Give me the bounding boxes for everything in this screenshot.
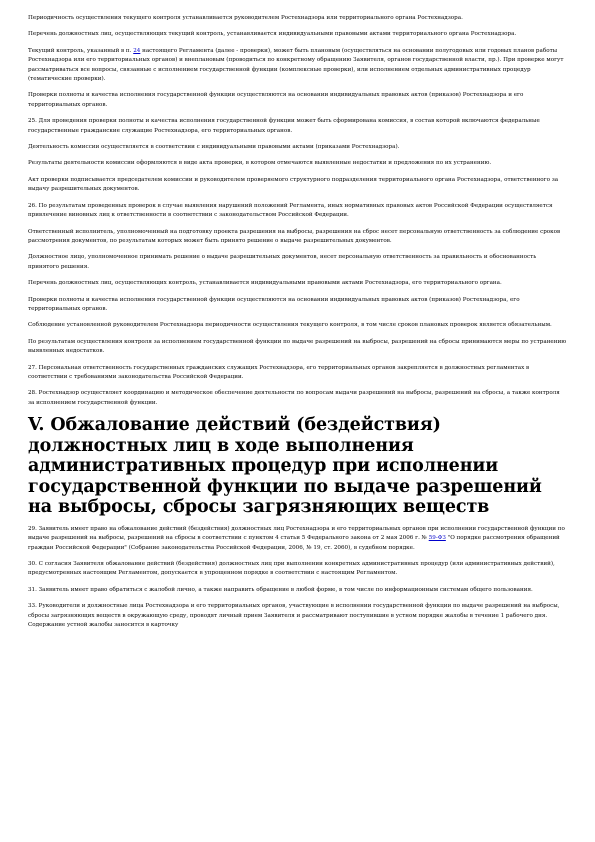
paragraph-text: "О порядке рассмотрения обращений граждан Российской Федерации" (Собрание законодательства Российской Федерации, 2006, № 19, ст. 2060), в судебном порядке. bbox=[28, 535, 560, 551]
paragraph-text: Текущий контроль, указанный в п. bbox=[28, 47, 134, 54]
paragraph: Деятельность комиссии осуществляется в соответствии с индивидуальными правовыми актами (приказами Ростехнадзора). bbox=[28, 144, 400, 151]
paragraph: Перечень должностных лиц, осуществляющих контроль, устанавливается индивидуальными правовыми актами Ростехнадзора, его территориального органа. bbox=[28, 280, 502, 287]
paragraph-text: 29. Заявитель имеет право на обжалование действий (бездействия) должностных лиц Ростехнадзора и его территориальных органов при исполнении государственной функции по выдаче разрешений на выбросы, разрешений на сбросы в соответствии с пунктом 4 статьи 5 Федерального закона от 2 мая 2006 г. № bbox=[28, 525, 565, 542]
paragraph: Ответственный исполнитель, уполномоченный на подготовку проекта разрешения на выбросы, разрешения на сброс несет персональную ответственность за соблюдение сроков рассмотрения документов, по результатам которых может быть принято решение о выдаче разрешительных документов. bbox=[28, 228, 561, 244]
paragraph: 25. Для проведения проверки полноты и качества исполнения государственной функции может быть сформирована комиссия, в состав которой включаются федеральные государственные гражданские служащие Ростехнадзора, его территориальных органов. bbox=[28, 118, 540, 134]
paragraph: Результаты деятельности комиссии оформляются в виде акта проверки, в котором отмечаются выявленные недостатки и предложения по их устранению. bbox=[28, 160, 492, 167]
paragraph: 27. Персональная ответственность государственных гражданских служащих Ростехнадзора, его территориальных органов закрепляется в должностных регламентах в соответствии с требованиями законодательства Российской Федерации. bbox=[28, 364, 530, 380]
paragraph: 31. Заявитель имеет право обратиться с жалобой лично, а также направить обращение в любой форме, в том числе по информационным системам общего пользования. bbox=[28, 586, 533, 593]
paragraph-with-link bbox=[28, 525, 567, 553]
paragraph: 26. По результатам проведенных проверок в случае выявления нарушений положений Регламента, иных нормативных правовых актов Российской Федерации осуществляется привлечение виновных лиц к ответственности в соответствии с законодательством Российской Федерации. bbox=[28, 202, 553, 219]
section-heading: V. Обжалование действий (бездействия) должностных лиц в ходе выполнения административных процедур при исполнении государственной функции по выдаче разрешений на выбросы, сбросы загрязняющих веществ bbox=[28, 415, 542, 518]
paragraph: Должностное лицо, уполномоченное принимать решение о выдаче разрешительных документов, несет персональную ответственность за правильность и обоснованность принятого решения. bbox=[28, 254, 537, 270]
regulation-point-link[interactable]: 24 bbox=[133, 47, 141, 54]
paragraph: Периодичность осуществления текущего контроля устанавливается руководителем Ростехнадзора или территориального органа Ростехнадзора. bbox=[28, 15, 463, 21]
paragraph-with-link bbox=[28, 47, 567, 85]
paragraph: 33. Руководители и должностные лица Ростехнадзора и его территориальных органов, участвующие в исполнении государственной функции по выдаче разрешений на выбросы, сбросы загрязняющих веществ в окружающую среду, проводят личный прием Заявителя и рассматривают поступившие в устном порядке жалобы в течение 1 рабочего дня. Содержание устной жалобы заносится в карточку bbox=[28, 603, 560, 628]
paragraph: Проверки полноты и качества исполнения государственной функции осуществляются на основании индивидуальных правовых актов (приказов) Ростехнадзора и его территориальных органов. bbox=[28, 92, 524, 108]
federal-law-link[interactable]: 59-ФЗ bbox=[428, 535, 446, 542]
paragraph: Соблюдение установленной руководителем Ростехнадзора периодичности осуществления текущего контроля, в том числе сроков плановых проверок является обязательным. bbox=[28, 322, 552, 329]
paragraph: Проверки полноты и качества исполнения государственной функции осуществляются на основании индивидуальных правовых актов (приказов) Ростехнадзора, его территориальных органов. bbox=[28, 296, 520, 312]
paragraph: 28. Ростехнадзор осуществляет координацию и методическое обеспечение деятельности по вопросам выдачи разрешений на выбросы, разрешений на сбросы, а также контроля за исполнением государственной функции. bbox=[28, 390, 560, 406]
paragraph-text: настоящего Регламента (далее - проверки), может быть плановым (осуществляться на основании полугодовых или годовых планов работы Ростехнадзора или его территориальных органов) и внеплановым (проводиться по конкретному обращению Заявителя, органов государственной власти, пр.). При проверке могут рассматриваться все вопросы, связанные с исполнением государственной функции (комплексные проверки), или исполнением отдельных административных процедур (тематические проверки). bbox=[28, 47, 564, 83]
paragraph: Акт проверки подписывается председателем комиссии и руководителем проверяемого структурного подразделения территориального органа Ростехнадзора, ответственного за выдачу разрешительных документов. bbox=[28, 176, 559, 193]
paragraph: По результатам осуществления контроля за исполнением государственной функции по выдаче разрешений на выбросы, разрешений на сбросы принимаются меры по устранению выявленных недостатков. bbox=[28, 338, 567, 355]
paragraph: 30. С согласия Заявителя обжалование действий (бездействия) должностных лиц при выполнении конкретных административных процедур (или административных действий), предусмотренных настоящим Регламентом, допускается в упрощенном порядке в соответствии с настоящим Регламентом. bbox=[28, 560, 555, 577]
paragraph: Перечень должностных лиц, осуществляющих текущий контроль, устанавливается индивидуальными правовыми актами территориального органа Ростехнадзора. bbox=[28, 31, 517, 38]
